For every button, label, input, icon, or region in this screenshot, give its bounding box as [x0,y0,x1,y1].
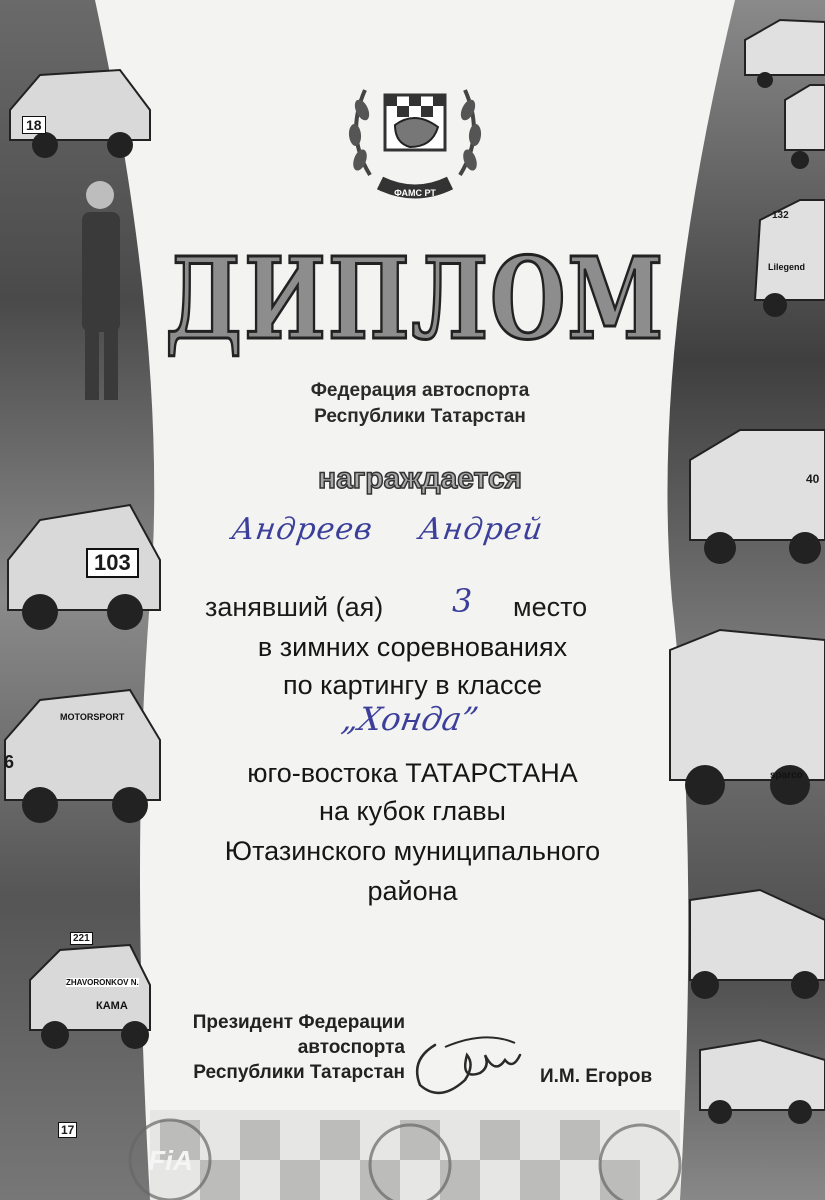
svg-text:награждается: награждается [317,462,523,495]
federation-emblem-icon [340,55,490,210]
svg-text:ДИПЛОМ: ДИПЛОМ [165,238,665,358]
recipient-name [230,512,555,547]
recipient-surname: Андреев [229,512,376,547]
region-line: юго-востока ТАТАРСТАНА [247,758,578,788]
federation-name [225,378,615,430]
sticker-lilegend: Lilegend [768,262,806,272]
sticker-sparco: sparco [770,770,803,781]
signatory-line-1: Президент Федерации [192,1012,405,1033]
place-number: 3 [452,582,473,620]
class-line: по картингу в классе [283,670,542,700]
car-number-6: 6 [4,752,15,772]
cup-line: на кубок главы [319,796,506,826]
sticker-kama: КАМА [96,1000,128,1012]
sticker-zhavoronkov: ZHAVORONKOV N. [66,978,139,987]
federation-line-2: Республики Татарстан [314,406,526,427]
class-name: „Хонда” [338,700,482,738]
federation-line-1: Федерация автоспорта [310,380,530,401]
handwritten-signature [405,1025,535,1105]
municipal-line: Ютазинского муниципального [224,836,601,866]
place-suffix: место [513,592,588,622]
competition-line: в зимних соревнованиях [257,632,568,662]
signatory-title [140,1010,405,1085]
car-number-103: 103 [86,548,139,578]
signer-name: И.М. Егоров [540,1066,653,1087]
car-number-40: 40 [806,472,820,486]
signatory-line-3: Республики Татарстан [193,1062,405,1083]
place-prefix: занявший (ая) [205,592,384,622]
district-line: района [367,876,458,906]
fia-badge-label: FiA [148,1145,194,1176]
signatory-line-2: автоспорта [297,1037,405,1058]
awarded-heading [250,458,590,498]
sticker-motorsport: MOTORSPORT [60,712,125,722]
emblem-caption: ФАМС РТ [394,188,436,198]
recipient-given-name: Андрей [416,512,546,547]
diploma-title [160,238,670,358]
car-number-221: 221 [70,932,93,945]
car-number-132: 132 [772,210,789,221]
car-number-17: 17 [58,1122,77,1138]
place-row [0,582,825,630]
car-number-18: 18 [22,116,46,134]
